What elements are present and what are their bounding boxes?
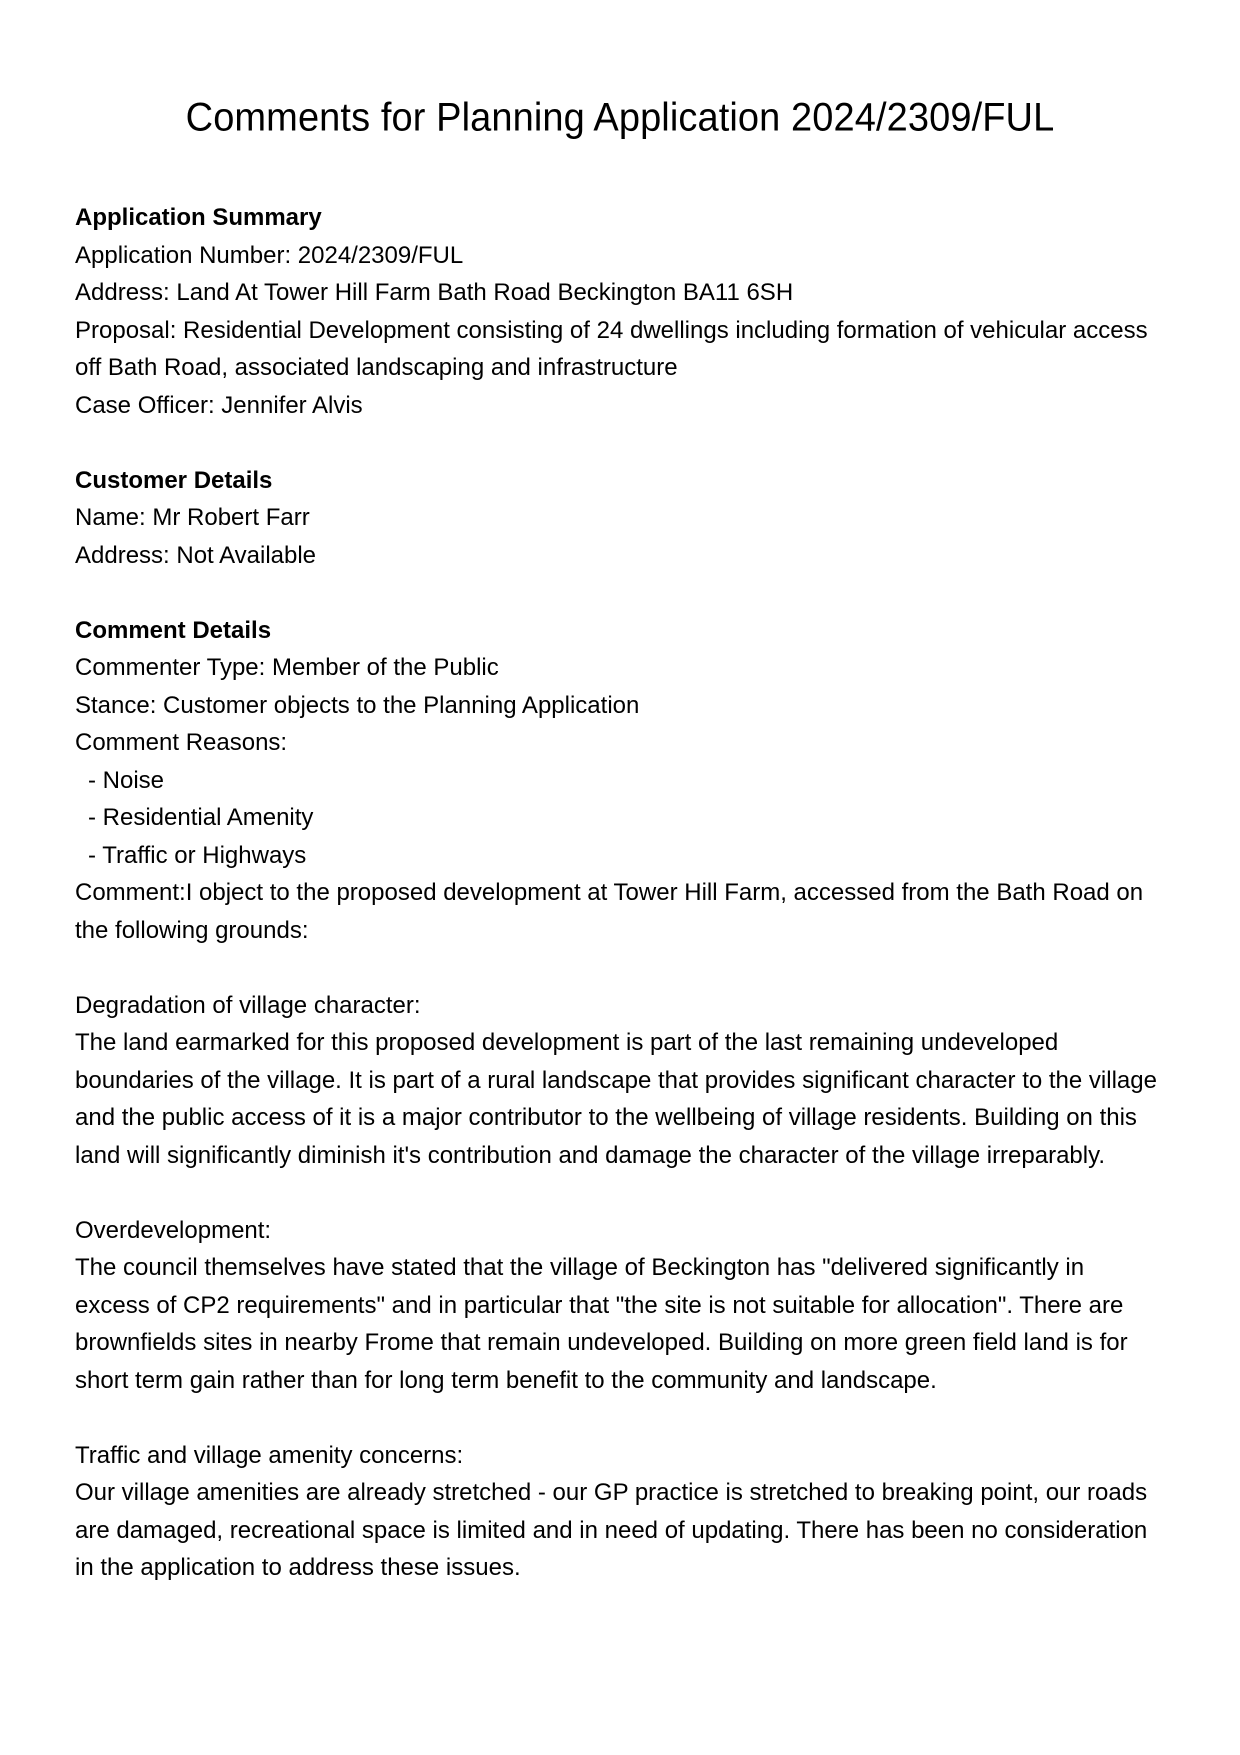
comment-paragraph-heading: Traffic and village amenity concerns: — [75, 1441, 464, 1469]
paragraph-spacer — [75, 1399, 1165, 1437]
application-summary-heading: Application Summary — [75, 204, 322, 231]
comment-paragraph-body: Our village amenities are already stretched - our GP practice is stretched to breaking point, our roads are damaged, recreational space is limited and in need of updating. There has been no consideration in the application to address these issues. — [75, 1479, 1148, 1581]
comment-reason-item: - Traffic or Highways — [88, 841, 307, 869]
comment-reason-item: - Noise — [88, 766, 165, 794]
paragraph-spacer — [75, 949, 1165, 987]
page-title: Comments for Planning Application 2024/2309/FUL — [185, 96, 1055, 140]
document-content — [75, 199, 1165, 1587]
comment-paragraph-heading: Degradation of village character: — [75, 991, 421, 1019]
comment-paragraph-body: The land earmarked for this proposed development is part of the last remaining undeveloped boundaries of the village. It is part of a rural landscape that provides significant character to the village and the public access of it is a major contributor to the wellbeing of village residents. Building on this land will significantly diminish it's contribution and damage the character of the village irreparably. — [75, 1029, 1157, 1169]
stance: Stance: Customer objects to the Planning Application — [75, 691, 640, 719]
customer-address: Address: Not Available — [75, 541, 317, 569]
application-summary-section — [75, 199, 1165, 424]
comment-intro: Comment:I object to the proposed development at Tower Hill Farm, accessed from the Bath Road on the following grounds: — [75, 879, 1144, 944]
customer-details-heading: Customer Details — [75, 466, 273, 494]
customer-details-section — [75, 462, 1165, 575]
commenter-type: Commenter Type: Member of the Public — [75, 654, 499, 681]
application-address: Address: Land At Tower Hill Farm Bath Road Beckington BA11 6SH — [75, 279, 794, 306]
comment-details-section — [75, 612, 1165, 1587]
comment-paragraph-heading: Overdevelopment: — [75, 1216, 272, 1244]
case-officer: Case Officer: Jennifer Alvis — [75, 391, 363, 419]
comment-reason-item: - Residential Amenity — [88, 804, 314, 831]
paragraph-spacer — [75, 1174, 1165, 1212]
application-proposal: Proposal: Residential Development consisting of 24 dwellings including formation of vehicular access off Bath Road, associated landscaping and infrastructure — [75, 316, 1148, 381]
comment-details-heading: Comment Details — [75, 616, 272, 644]
comment-paragraph-body: The council themselves have stated that the village of Beckington has "delivered significantly in excess of CP2 requirements" and in particular that "the site is not suitable for allocation". There are brownfields sites in nearby Frome that remain undeveloped. Building on more green field land is for short term gain rather than for long term benefit to the community and landscape. — [75, 1254, 1128, 1394]
application-number: Application Number: 2024/2309/FUL — [75, 241, 464, 269]
comment-reasons-label: Comment Reasons: — [75, 729, 288, 756]
customer-name: Name: Mr Robert Farr — [75, 504, 310, 531]
